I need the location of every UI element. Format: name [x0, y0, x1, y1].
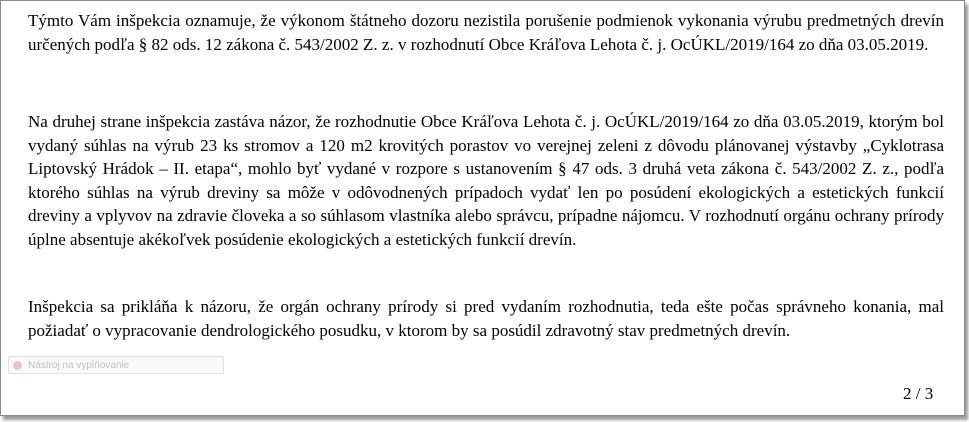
paragraph-2: Na druhej strane inšpekcia zastáva názor, že rozhodnutie Obce Kráľova Lehota č. j. OcÚKL/2019/164 zo dňa 03.05.2019, ktorým bol vydaný súhlas na výrub 23 ks stromov a 120 m2 krovitých porastov vo verejnej zeleni z dôvodu plánovanej výstavby „Cyklotrasa Liptovský Hrádok – II. etapa“, mohlo byť vydané v rozpore s ustanovením § 47 ods. 3 druhá veta zákona č. 543/2002 Z. z., podľa ktorého súhlas na výrub dreviny sa môže v odôvodnených prípadoch vydať len po posúdení ekologických a estetických funkcií dreviny a vplyvov na zdravie človeka a so súhlasom vlastníka alebo správcu, prípadne nájomcu. V rozhodnutí orgánu ochrany prírody úplne absentuje akékoľvek posúdenie ekologických a estetických funkcií drevín. — [28, 112, 944, 249]
fill-tool-label: Nástroj na vyplňovanie — [28, 359, 130, 371]
toolbar-icon — [13, 361, 22, 370]
paragraph-3: Inšpekcia sa prikláňa k názoru, že orgán ochrany prírody si pred vydaním rozhodnutia, teda ešte počas správneho konania, mal požiadať o vypracovanie dendrologického posudku, v ktorom by sa posúdil zdravotný stav predmetných drevín. — [28, 297, 944, 340]
fill-tool-overlay[interactable] — [8, 356, 224, 374]
paragraph-1: Týmto Vám inšpekcia oznamuje, že výkonom štátneho dozoru nezistila porušenie podmienok vykonania výrubu predmetných drevín určených podľa § 82 ods. 12 zákona č. 543/2002 Z. z. v rozhodnutí Obce Kráľova Lehota č. j. OcÚKL/2019/164 zo dňa 03.05.2019. — [28, 11, 944, 54]
page-number: 2 / 3 — [903, 384, 934, 403]
